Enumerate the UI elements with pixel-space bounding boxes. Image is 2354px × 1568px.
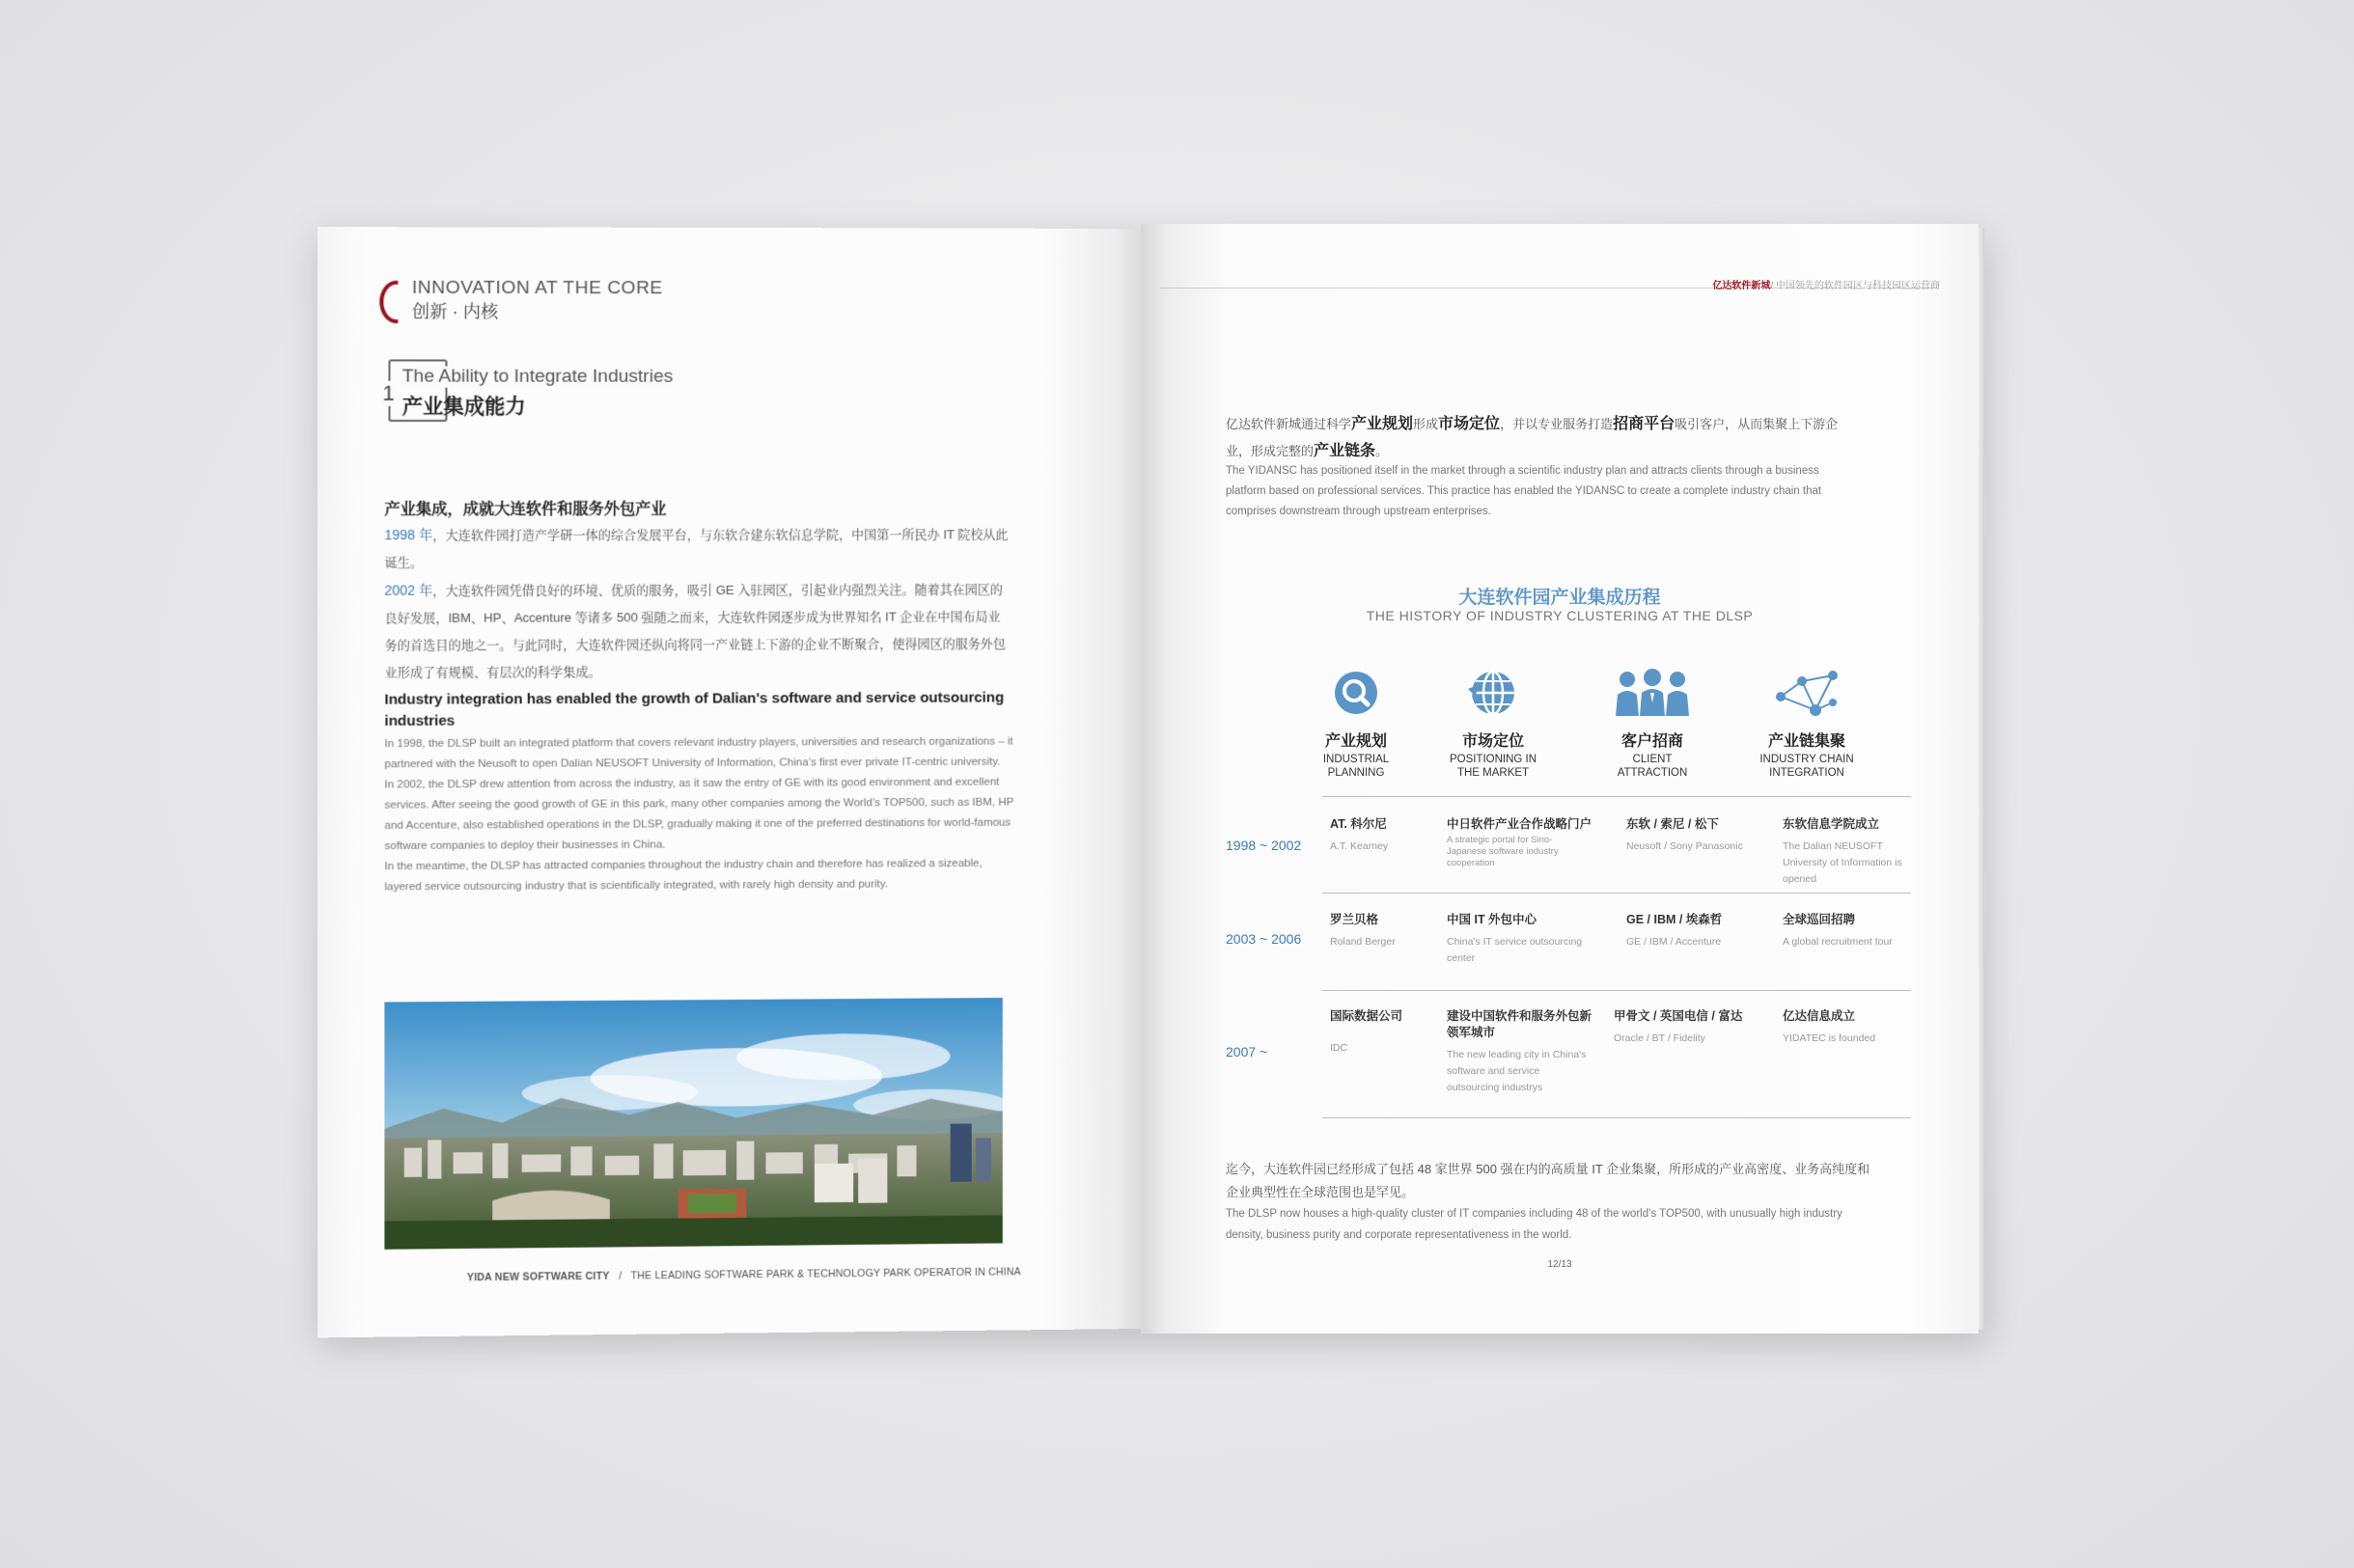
year-2002: 2002 年 [384, 582, 433, 598]
table-cell [1447, 1008, 1592, 1096]
left-page [318, 227, 1141, 1337]
category-en-line: INDUSTRIAL [1322, 754, 1390, 765]
table-cell [1626, 816, 1771, 855]
table-cell [1783, 912, 1927, 950]
cell-title: 亿达信息成立 [1783, 1009, 1856, 1023]
table-divider [1322, 893, 1911, 894]
table-divider [1322, 1117, 1911, 1118]
intro-en: The YIDANSC has positioned itself in the market through a scientific industry plan and attracts clients through a business platform based on professional services. This practice has enabled the YIDANSC to create a complete industry chain that comprises downstream through upstream enterprises. [1226, 465, 1822, 517]
cell-title: 全球巡回招聘 [1783, 913, 1856, 926]
cell-desc: China's IT service outsourcing center [1447, 936, 1583, 964]
intro-text: 亿达软件新城通过科学 [1226, 417, 1352, 431]
category-en-line: PLANNING [1327, 767, 1385, 779]
cell-title: GE / IBM / 埃森哲 [1626, 913, 1723, 926]
cell-title: 建设中国软件和服务外包新领军城市 [1447, 1009, 1592, 1039]
intro-text: 。 [1375, 444, 1389, 458]
cell-title: 东软 / 索尼 / 松下 [1626, 817, 1719, 831]
cn-subtitle: 产业集成，成就大连软件和服务外包产业 [384, 501, 667, 518]
category-en-line: INTEGRATION [1769, 767, 1844, 779]
cell-desc: YIDATEC is founded [1783, 1032, 1876, 1044]
people-icon [1612, 668, 1693, 720]
cell-desc: A strategic portal for Sino-Japanese software industry cooperation [1447, 835, 1559, 868]
category-industrial-planning [1284, 668, 1428, 780]
cell-title: 中国 IT 外包中心 [1447, 913, 1537, 926]
period-label: 1998 ~ 2002 [1226, 838, 1302, 853]
cell-desc: Roland Berger [1330, 936, 1396, 948]
right-page [1141, 224, 1979, 1334]
table-cell [1447, 912, 1592, 967]
globe-icon [1464, 668, 1522, 720]
cell-desc: Oracle / BT / Fidelity [1614, 1032, 1705, 1044]
outro-en: The DLSP now houses a high-quality cluster of IT companies including 48 of the world’s TOP500, with unusually high industry density, business purity and corporate representativeness in the world. [1226, 1208, 1842, 1241]
section-number: 1 [380, 381, 397, 406]
en-paragraph: In 1998, the DLSP built an integrated platform that covers relevant industry players, universities and research organizations – it partnered with the Neusoft to open Dalian NEUSOFT University of Information, China’s first ever private IT-centric university. [384, 735, 1013, 771]
en-subtitle: Industry integration has enabled the growth of Dalian's software and service outsourcing industries [384, 689, 1005, 729]
footer-separator: / [619, 1270, 623, 1282]
cell-desc: GE / IBM / Accenture [1626, 936, 1722, 948]
category-cn: 市场定位 [1461, 733, 1524, 750]
network-icon [1772, 668, 1842, 720]
history-title-cn: 大连软件园产业集成历程 [1458, 588, 1661, 608]
category-en-line: INDUSTRY CHAIN [1759, 754, 1854, 765]
category-chain-integration [1734, 668, 1879, 780]
brand-mark-icon [379, 281, 413, 323]
table-divider [1322, 990, 1911, 991]
table-divider [1322, 796, 1911, 797]
table-cell [1447, 816, 1592, 869]
history-title-en: THE HISTORY OF INDUSTRY CLUSTERING AT THE DLSP [1366, 608, 1754, 623]
cell-desc: Neusoft / Sony Panasonic [1626, 840, 1743, 852]
header-title-cn: 创新 · 内核 [411, 301, 499, 322]
period-label: 2003 ~ 2006 [1226, 931, 1302, 947]
en-paragraphs [384, 731, 1017, 897]
intro-keyword: 市场定位 [1438, 416, 1501, 432]
cell-title: 东软信息学院成立 [1783, 817, 1880, 831]
section-title-en: The Ability to Integrate Industries [402, 367, 678, 388]
intro-text: ，并以专业服务打造 [1500, 417, 1614, 431]
category-en [1580, 753, 1725, 780]
intro-keyword: 产业链条 [1314, 443, 1376, 459]
intro-text: 形成 [1413, 417, 1439, 431]
cell-title: AT. 科尔尼 [1330, 817, 1387, 831]
category-cn: 客户招商 [1620, 733, 1683, 750]
en-paragraph: In the meantime, the DLSP has attracted companies throughout the industry chain and therefore has realized a sizeable, layered service outsourcing industry that is scientifically integrated, with rarely high density and purity. [384, 857, 983, 894]
footer-brand: YIDA NEW SOFTWARE CITY [466, 1270, 610, 1284]
cn-paragraph [384, 520, 1008, 686]
intro-keyword: 招商平台 [1613, 416, 1675, 432]
category-positioning [1421, 668, 1565, 780]
category-en-line: ATTRACTION [1617, 767, 1688, 779]
table-cell [1783, 816, 1927, 888]
brand-name: 亿达软件新城 [1712, 281, 1771, 291]
right-header-brand [1712, 277, 1940, 291]
category-en-line: POSITIONING IN [1449, 754, 1537, 765]
cell-title: 甲骨文 / 英国电信 / 富达 [1614, 1009, 1743, 1023]
intro-cn [1226, 411, 1863, 465]
cell-desc: The Dalian NEUSOFT University of Information is opened [1783, 840, 1902, 885]
category-en [1284, 753, 1428, 780]
cell-desc: IDC [1330, 1042, 1348, 1054]
cell-title: 国际数据公司 [1330, 1009, 1403, 1023]
footer-tagline: THE LEADING SOFTWARE PARK & TECHNOLOGY PARK OPERATOR IN CHINA [630, 1266, 1021, 1282]
en-paragraph: In 2002, the DLSP drew attention from across the industry, as it saw the entry of GE with its good environment and excellent services. After seeing the good growth of GE in this park, many other companies among the World’s TOP500, such as IBM, HP and Accenture, also established operations in the DLSP, gradually making it one of the preferred destinations for world-famous software companies to deploy their businesses in China. [384, 776, 1014, 853]
page-number: 12/13 [1547, 1259, 1572, 1270]
outro-cn: 迄今，大连软件园已经形成了包括 48 家世界 500 强在内的高质量 IT 企业集聚，所形成的产业高密度、业务高纯度和企业典型性在全球范围也是罕见。 [1226, 1162, 1870, 1199]
table-cell [1783, 1008, 1927, 1047]
category-en [1421, 753, 1565, 780]
category-en [1734, 753, 1879, 780]
cell-title: 罗兰贝格 [1330, 913, 1379, 926]
category-client-attraction [1580, 668, 1725, 780]
cell-title: 中日软件产业合作战略门户 [1447, 817, 1592, 831]
header-title-en: INNOVATION AT THE CORE [411, 277, 663, 299]
year-1998: 1998 年 [384, 526, 433, 543]
section-title-cn: 产业集成能力 [402, 395, 526, 419]
cell-desc: The new leading city in China's software and service outsourcing industrys [1447, 1049, 1587, 1093]
table-cell [1614, 1008, 1768, 1047]
category-cn: 产业规划 [1324, 733, 1387, 750]
city-panorama-photo [384, 998, 1002, 1250]
para-2002-text: ，大连软件园凭借良好的环境、优质的服务，吸引 GE 入驻园区，引起业内强烈关注。随着其在园区的良好发展，IBM、HP、Accenture 等诸多 500 强随之而来，大连软件园逐步成为世界知名 IT 企业在中国布局业务的首选目的地之一。与此同时，大连软件园还纵向将同一产业链上下游的企业不断聚合，使得园区的服务外包业形成了有规模、有层次的科学集成。 [384, 582, 1006, 680]
category-cn: 产业链集聚 [1767, 733, 1845, 750]
cell-desc: A.T. Kearney [1330, 840, 1389, 852]
page-footer [467, 1266, 1021, 1283]
period-label: 2007 ~ [1226, 1044, 1268, 1059]
magnifier-icon [1327, 668, 1385, 720]
cell-desc: A global recruitment tour [1783, 936, 1893, 948]
table-cell [1626, 912, 1771, 950]
intro-text: 吸引客户，从而集聚上下游企业，形成完整的 [1226, 417, 1839, 458]
intro-keyword: 产业规划 [1351, 416, 1414, 432]
para-1998-text: ，大连软件园打造产学研一体的综合发展平台，与东软合建东软信息学院，中国第一所民办 IT 院校从此诞生。 [384, 527, 1009, 570]
brand-tagline: / 中国领先的软件园区与科技园区运营商 [1770, 281, 1940, 291]
category-en-line: CLIENT [1632, 754, 1673, 765]
category-en-line: THE MARKET [1456, 767, 1530, 779]
